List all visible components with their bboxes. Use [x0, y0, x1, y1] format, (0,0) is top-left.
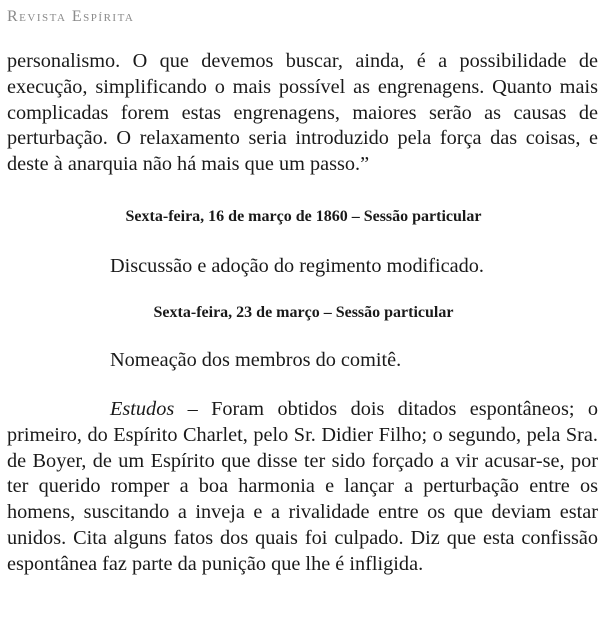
session-text-2: Nomeação dos membros do comitê.	[110, 349, 402, 371]
studies-paragraph	[7, 397, 598, 578]
studies-label: Estudos	[110, 398, 175, 420]
session-heading-2: Sexta-feira, 23 de março – Sessão particular	[153, 304, 454, 321]
studies-text: – Foram obtidos dois ditados espontâneos; o primeiro, do Espírito Charlet, pelo Sr. Didier Filho; o segundo, pela Sra. de Boyer, de um Espírito que disse ter sido forçado a vir acusar-se, por ter querido romper a boa harmonia e lançar a perturbação entre os homens, suscitando a inveja e a rivalidade entre os que deviam estar unidos. Cita alguns fatos dos quais foi culpado. Diz que esta confissão espontânea faz parte da punição que lhe é infligida.	[7, 398, 598, 575]
running-head: Revista Espírita	[7, 8, 135, 25]
session-heading-1: Sexta-feira, 16 de março de 1860 – Sessão particular	[125, 208, 482, 225]
paragraph-continuation: personalismo. O que devemos buscar, ainda, é a possibilidade de execução, simplificando o mais possível as engrenagens. Quanto mais complicadas forem estas engrenagens, maiores serão as causas de perturbação. O relaxamento seria introduzido pela força das coisas, e deste à anarquia não há mais que um passo.”	[7, 50, 598, 176]
session-text-1: Discussão e adoção do regimento modificado.	[110, 255, 484, 277]
